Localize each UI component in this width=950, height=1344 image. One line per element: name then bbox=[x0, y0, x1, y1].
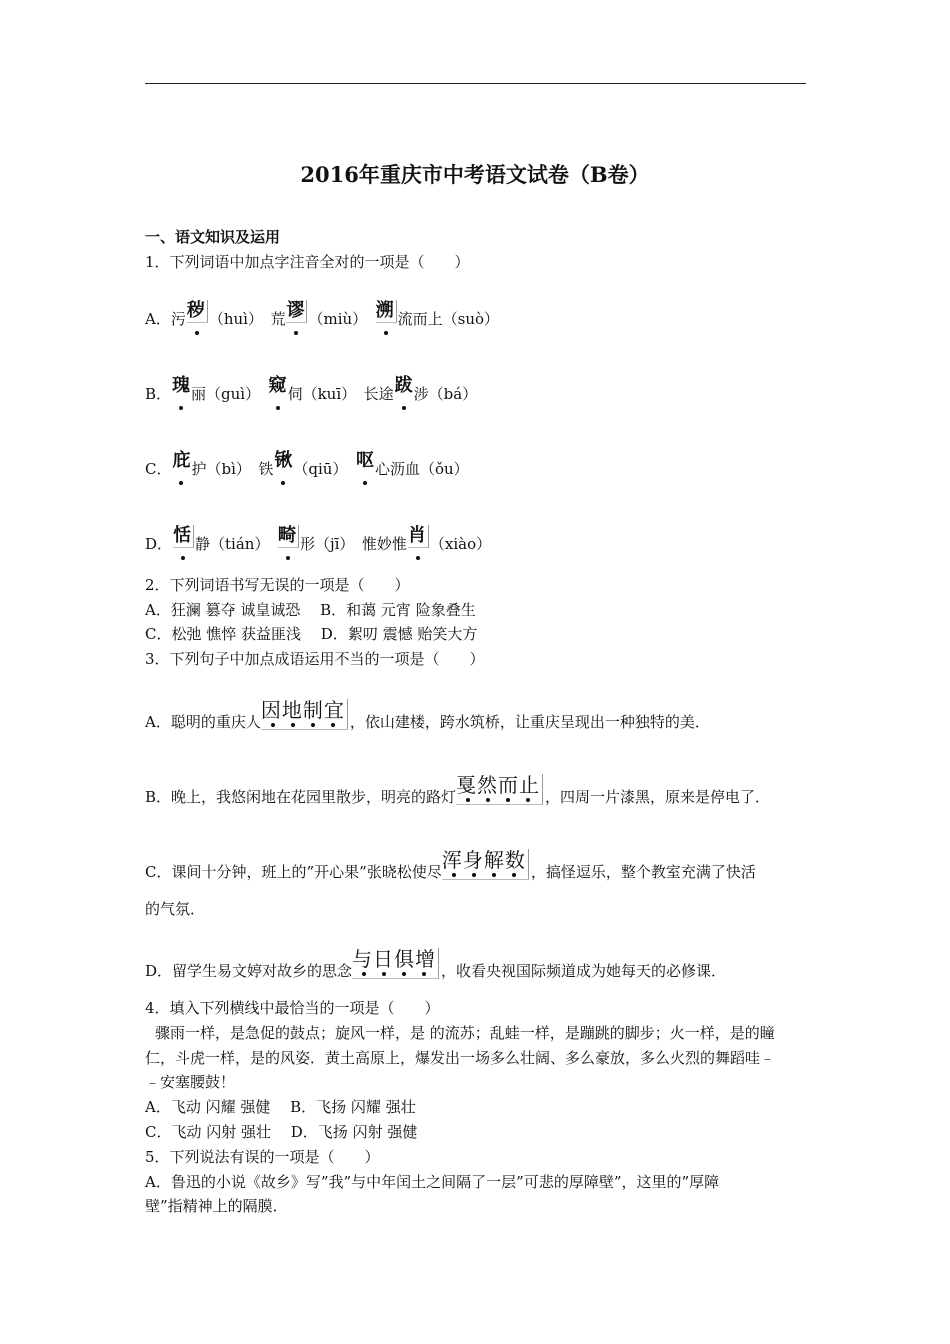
q4-passage-line-2: 仁，斗虎一样，是的风姿．黄土高原上，爆发出一场多么壮阔、多么豪放，多么火烈的舞蹈哇﹣ bbox=[145, 1049, 776, 1067]
q3-option-b: B．晚上，我悠闲地在花园里散步，明亮的路灯戛然而止 ，四周一片漆黑，原来是停电了． bbox=[145, 773, 771, 806]
question-5-stem: 5．下列说法有误的一项是（ ） bbox=[145, 1148, 380, 1166]
q1-option-a: A．污秽 （huì） 荒谬 （miù） 溯 流而上（suò） bbox=[145, 300, 500, 328]
dotted-idiom: 浑身解数 bbox=[442, 849, 529, 880]
dotted-char: 恬 bbox=[173, 525, 194, 548]
q4-passage-line-3: ﹣安塞腰鼓！ bbox=[145, 1073, 236, 1091]
question-1-stem: 1．下列词语中加点字注音全对的一项是（ ） bbox=[145, 253, 470, 271]
dotted-char: 瑰 bbox=[172, 375, 191, 396]
q1-option-c: C．庇护（bì） 铁锹（qiū） 呕心沥血（ǒu） bbox=[145, 450, 469, 478]
section-heading: 一、语文知识及运用 bbox=[145, 228, 281, 246]
header-rule bbox=[145, 83, 806, 84]
q2-options-cd: C．松弛 憔悴 获益匪浅 D．絮叨 震憾 贻笑大方 bbox=[145, 625, 478, 643]
q1-option-d: D．恬 静（tián） 畸 形（jī） 惟妙惟肖 （xiào） bbox=[145, 525, 492, 553]
q1-option-b: B．瑰丽（guì） 窥伺（kuī） 长途跋涉（bá） bbox=[145, 375, 478, 403]
q5-option-a-line-2: 壁”指精神上的隔膜． bbox=[145, 1197, 288, 1215]
dotted-char: 谬 bbox=[286, 300, 307, 323]
dotted-idiom: 戛然而止 bbox=[456, 774, 543, 805]
q3-option-c-continued: 的气氛． bbox=[145, 900, 206, 918]
dotted-char: 溯 bbox=[376, 300, 397, 323]
question-2-stem: 2．下列词语书写无误的一项是（ ） bbox=[145, 576, 410, 594]
dotted-char: 秽 bbox=[187, 300, 208, 323]
dotted-char: 畸 bbox=[278, 525, 299, 548]
q2-options-ab: A．狂澜 篡夺 诚皇诚恐 B．和蔼 元宵 险象叠生 bbox=[145, 601, 476, 619]
dotted-char: 呕 bbox=[355, 450, 374, 471]
q4-passage-line-1: 骤雨一样，是急促的鼓点；旋风一样，是 的流苏；乱蛙一样，是蹦跳的脚步；火一样，是的瞳 bbox=[155, 1024, 775, 1042]
dotted-char: 锹 bbox=[274, 450, 293, 471]
q3-option-a: A．聪明的重庆人因地制宜 ，依山建楼，跨水筑桥，让重庆呈现出一种独特的美． bbox=[145, 698, 710, 731]
q4-options-ab: A．飞动 闪耀 强健 B．飞扬 闪耀 强壮 bbox=[145, 1098, 416, 1116]
q3-option-d: D．留学生易文婷对故乡的思念与日俱增 ，收看央视国际频道成为她每天的必修课． bbox=[145, 947, 727, 980]
dotted-char: 庇 bbox=[172, 450, 191, 471]
q4-options-cd: C．飞动 闪射 强壮 D．飞扬 闪射 强健 bbox=[145, 1123, 418, 1141]
question-4-stem: 4．填入下列横线中最恰当的一项是（ ） bbox=[145, 999, 440, 1017]
dotted-idiom: 因地制宜 bbox=[261, 699, 348, 730]
dotted-char: 肖 bbox=[408, 525, 429, 548]
dotted-char: 窥 bbox=[268, 375, 287, 396]
q3-option-c: C．课间十分钟，班上的”开心果”张晓松使尽浑身解数 ，搞怪逗乐，整个教室充满了快活 bbox=[145, 848, 756, 881]
q5-option-a-line-1: A．鲁迅的小说《故乡》写”我”与中年闰土之间隔了一层”可悲的厚障壁”，这里的”厚障 bbox=[145, 1173, 720, 1191]
question-3-stem: 3．下列句子中加点成语运用不当的一项是（ ） bbox=[145, 650, 485, 668]
dotted-idiom: 与日俱增 bbox=[352, 948, 439, 979]
dotted-char: 跋 bbox=[394, 375, 413, 396]
page-title: 2016年重庆市中考语文试卷（B卷） bbox=[300, 162, 650, 187]
